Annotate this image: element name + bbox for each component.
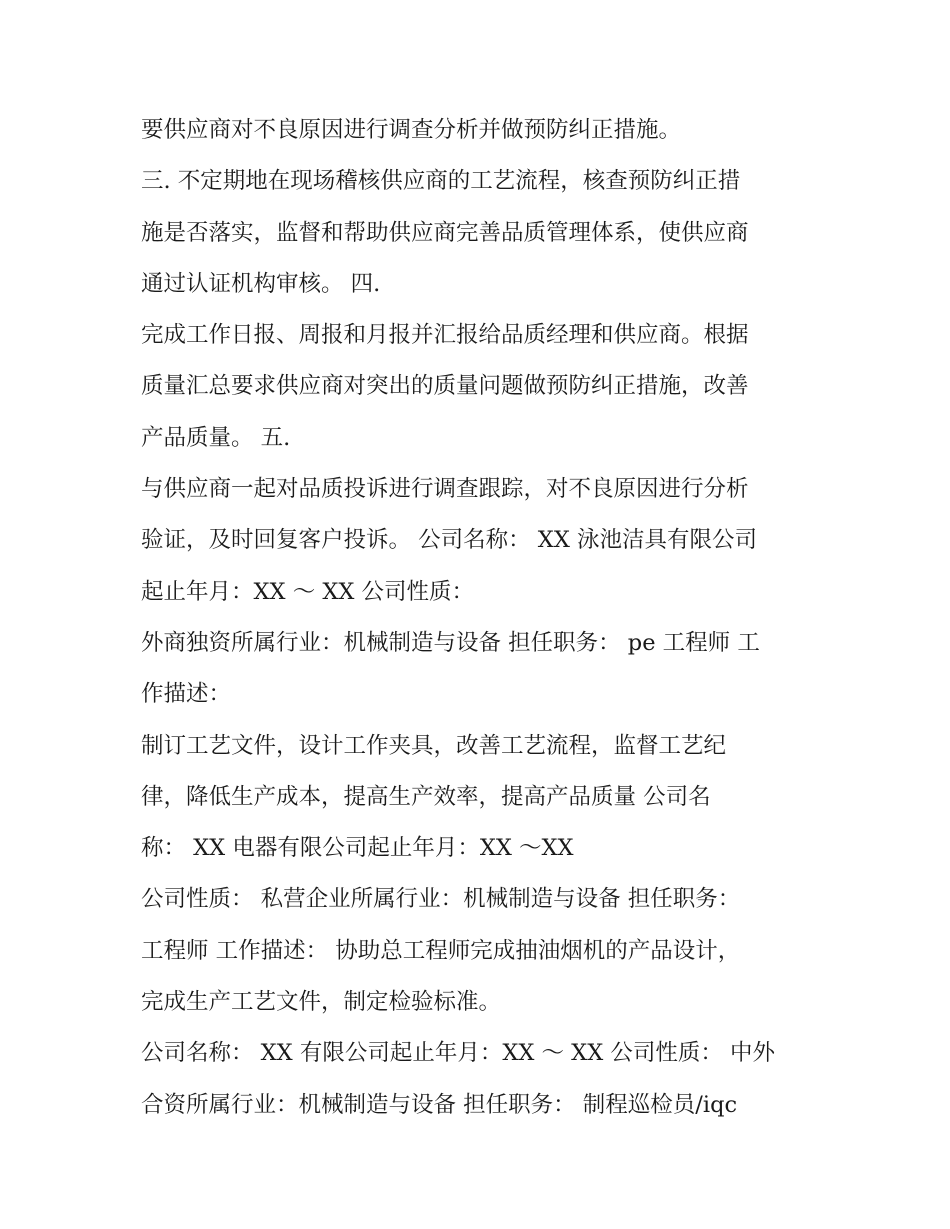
text-line-10: 起止年月：XX ～ XX 公司性质： <box>141 578 475 605</box>
text-line-17: 工程师 工作描述： 协助总工程师完成抽油烟机的产品设计， <box>141 937 741 964</box>
text-line-16: 公司性质： 私营企业所属行业：机械制造与设备 担任职务： <box>141 886 741 913</box>
text-line-12: 作描述： <box>141 681 232 708</box>
text-line-20: 合资所属行业：机械制造与设备 担任职务： 制程巡检员/iqc <box>141 1091 738 1118</box>
text-line-8: 与供应商一起对品质投诉进行调查跟踪，对不良原因进行分析 <box>141 476 749 503</box>
text-line-2: 三. 不定期地在现场稽核供应商的工艺流程，核查预防纠正措 <box>141 168 741 195</box>
text-line-7: 产品质量。 五. <box>141 424 291 451</box>
text-line-14: 律，降低生产成本，提高生产效率，提高产品质量 公司名 <box>141 783 711 810</box>
text-line-6: 质量汇总要求供应商对突出的质量问题做预防纠正措施，改善 <box>141 373 749 400</box>
text-line-9: 验证，及时回复客户投诉。 公司名称： XX 泳池洁具有限公司 <box>141 527 757 554</box>
text-line-13: 制订工艺文件，设计工作夹具，改善工艺流程，监督工艺纪 <box>141 732 727 759</box>
text-line-11: 外商独资所属行业：机械制造与设备 担任职务： pe 工程师 工 <box>141 629 760 656</box>
text-line-4: 通过认证机构审核。 四. <box>141 270 381 297</box>
text-line-18: 完成生产工艺文件，制定检验标准。 <box>141 989 502 1016</box>
document-body <box>141 110 831 1136</box>
text-line-19: 公司名称： XX 有限公司起止年月：XX ～ XX 公司性质： 中外 <box>141 1040 776 1067</box>
text-line-1: 要供应商对不良原因进行调查分析并做预防纠正措施。 <box>141 117 682 143</box>
text-line-5: 完成工作日报、周报和月报并汇报给品质经理和供应商。根据 <box>141 322 749 349</box>
text-line-15: 称： XX 电器有限公司起止年月：XX ～XX <box>141 835 574 862</box>
text-line-3: 施是否落实，监督和帮助供应商完善品质管理体系，使供应商 <box>141 219 749 246</box>
